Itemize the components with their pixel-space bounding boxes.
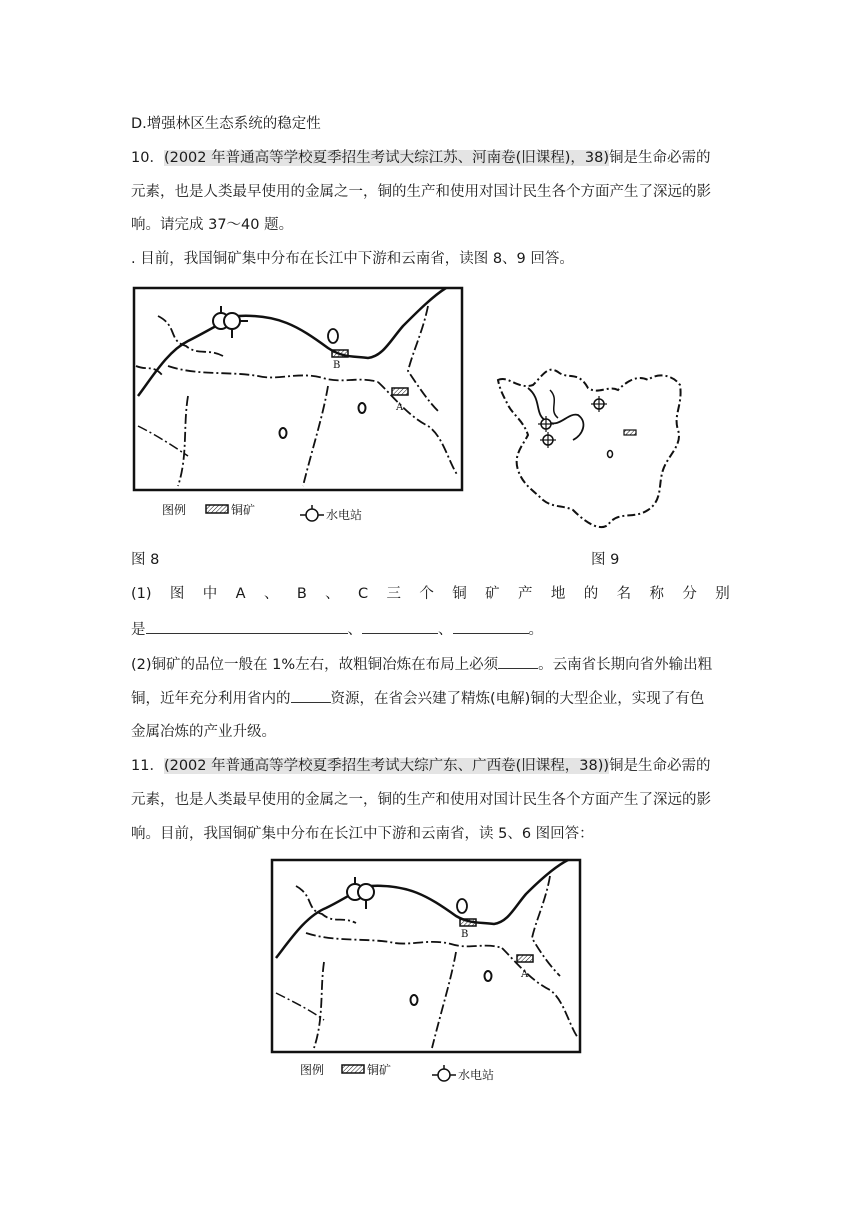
question-10-line4: . 目前，我国铜矿集中分布在长江中下游和云南省，读图 8、9 回答。 — [131, 251, 574, 267]
question-10-line2: 元素，也是人类最早使用的金属之一，铜的生产和使用对国计民生各个方面产生了深远的影 — [131, 184, 711, 200]
subquestion-1-char: C — [358, 586, 369, 602]
subquestion-2-text-b: 。云南省长期向省外输出粗 — [538, 657, 713, 673]
map-legend-hydro: 水电站 — [326, 508, 363, 522]
question-10-source: (2002 年普通高等学校夏季招生考试大综江苏、河南卷(旧课程)，38) — [163, 150, 610, 166]
option-d-text: D.增强林区生态系统的稳定性 — [131, 116, 321, 132]
subquestion-1-char: 铜 — [452, 586, 467, 602]
map-label-b: B — [333, 360, 341, 371]
subquestion-1-line1 — [131, 584, 730, 604]
subquestion-1-char: 、 — [325, 586, 340, 602]
subquestion-1-char: B — [296, 586, 307, 602]
map2-label-b: B — [461, 929, 469, 940]
figure-9-map — [488, 360, 688, 540]
subquestion-1-char: 分 — [682, 586, 697, 602]
subquestion-1-char: 个 — [419, 586, 434, 602]
separator: 、 — [347, 622, 362, 638]
subquestion-1-char: A — [235, 586, 246, 602]
figure-8-map — [128, 286, 468, 532]
subquestion-1-line2 — [131, 619, 543, 640]
map-legend-title: 图例 — [162, 503, 187, 517]
question-10-line3: 响。请完成 37～40 题。 — [131, 217, 294, 233]
subquestion-1-char: 图 — [169, 586, 185, 602]
subquestion-1-char: 矿 — [485, 586, 500, 602]
answer-blank-b[interactable] — [362, 619, 438, 634]
subquestion-2-line3: 金属冶炼的产业升级。 — [131, 724, 276, 740]
map-legend-copper: 铜矿 — [231, 503, 256, 517]
question-10-line1-rest: 铜是生命必需的 — [609, 150, 711, 166]
subquestion-1-char: 、 — [263, 586, 279, 602]
answer-blank-c[interactable] — [453, 619, 529, 634]
subquestion-1-char: 地 — [550, 586, 566, 602]
question-10-number: 10． — [131, 150, 164, 166]
map2-legend-hydro: 水电站 — [458, 1068, 495, 1082]
subquestion-1-char: 的 — [583, 586, 599, 602]
subquestion-2-text-c: 铜，近年充分利用省内的 — [131, 691, 291, 707]
subquestion-1-char: 三 — [386, 586, 402, 602]
subquestion-2-text-a: (2)铜矿的品位一般在 1%左右，故粗铜冶炼在布局上必须 — [131, 657, 499, 673]
subquestion-2-text-d: 资源，在省会兴建了精炼(电解)铜的大型企业，实现了有色 — [330, 691, 705, 707]
answer-blank-smelting[interactable] — [498, 654, 538, 669]
map2-legend-copper: 铜矿 — [367, 1063, 392, 1077]
period: 。 — [528, 622, 543, 638]
figure-8-caption: 图 8 — [131, 552, 160, 568]
map2-legend-title: 图例 — [300, 1063, 325, 1077]
subquestion-2-line1 — [131, 654, 712, 675]
subquestion-1-char: 产 — [518, 586, 533, 602]
question-11-number: 11． — [131, 758, 164, 774]
subquestion-1-char: (1) — [131, 586, 152, 602]
subquestion-1-char: 中 — [202, 586, 218, 602]
figure-9-caption: 图 9 — [591, 552, 620, 568]
question-11-source: (2002 年普通高等学校夏季招生考试大综广东、广西卷(旧课程，38)) — [163, 758, 610, 774]
question-11-line2: 元素，也是人类最早使用的金属之一，铜的生产和使用对国计民生各个方面产生了深远的影 — [131, 792, 711, 808]
map-label-a: A — [396, 402, 404, 413]
figure-5-map — [268, 858, 588, 1088]
subquestion-2-line2 — [131, 688, 704, 709]
subquestion-1-char: 称 — [649, 586, 665, 602]
question-10-line1 — [131, 148, 711, 168]
subquestion-1-char: 名 — [616, 586, 632, 602]
separator: 、 — [438, 622, 453, 638]
question-11-line3: 响。目前，我国铜矿集中分布在长江中下游和云南省，读 5、6 图回答： — [131, 826, 594, 842]
subquestion-1-start: 是 — [131, 622, 146, 638]
map2-label-a: A — [521, 969, 529, 980]
question-11-line1-rest: 铜是生命必需的 — [609, 758, 711, 774]
subquestion-1-char: 别 — [715, 586, 730, 602]
question-11-line1 — [131, 756, 711, 776]
answer-blank-a[interactable] — [146, 619, 348, 634]
answer-blank-resource[interactable] — [291, 688, 331, 703]
